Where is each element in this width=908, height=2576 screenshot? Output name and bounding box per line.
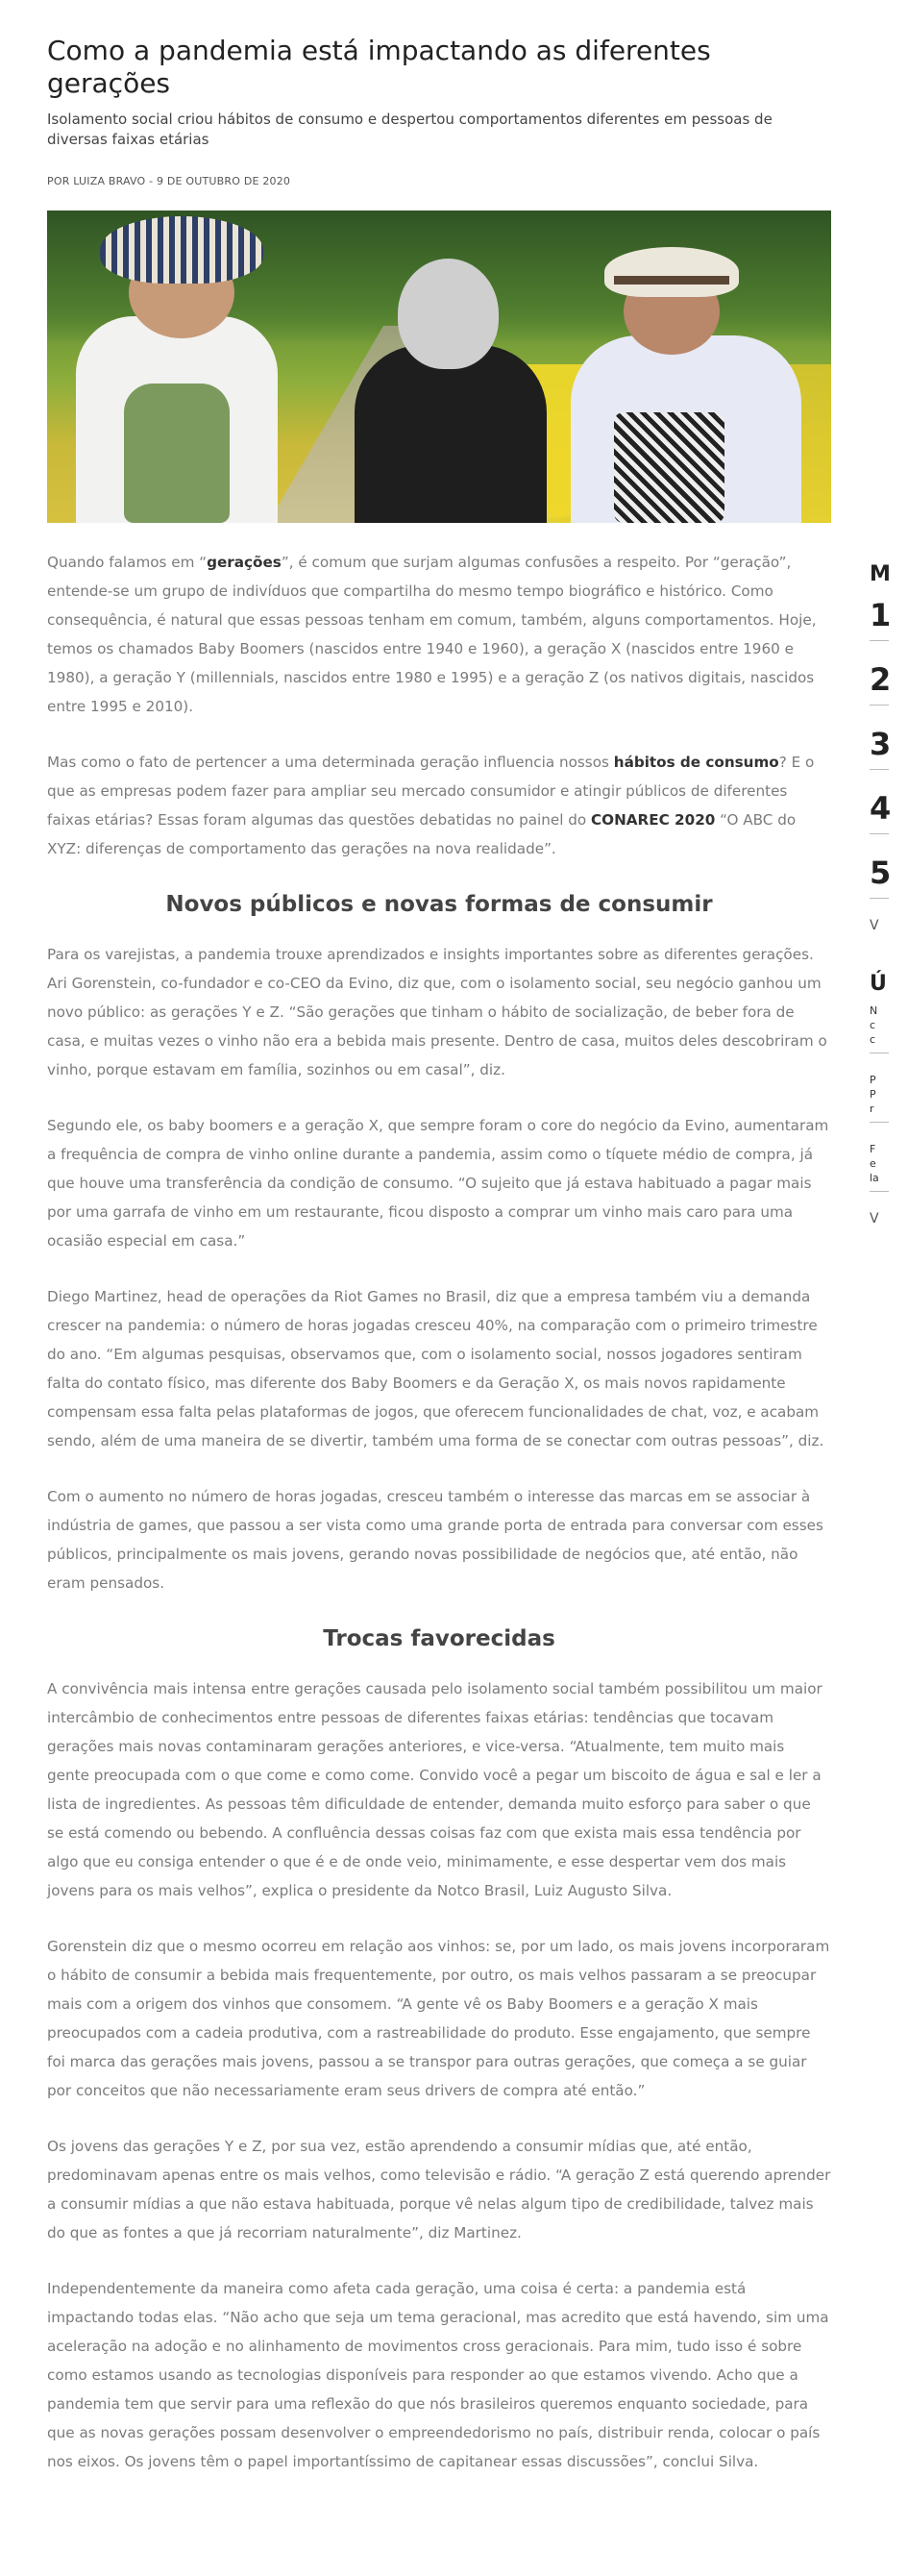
keyword-conarec: CONAREC 2020 [591,811,716,829]
sidebar-heading-latest: Ú [870,972,887,996]
article-title: Como a pandemia está impactando as diferentes gerações [47,35,711,99]
keyword-geracoes: gerações [207,554,282,571]
sidebar-rank[interactable]: 4 [870,790,892,827]
article-byline: POR LUIZA BRAVO - 9 DE OUTUBRO DE 2020 [47,175,291,187]
paragraph: Com o aumento no número de horas jogadas, cresceu também o interesse das marcas em se associar à indústria de games, que passou a ser vista como uma grande porta de entrada para conversar com esses públicos, principalmente os mais jovens, gerando novas possibilidade de negócios que, até então, não eram pensados. [47,1488,823,1592]
paragraph: Os jovens das gerações Y e Z, por sua vez, estão aprendendo a consumir mídias que, até então, predominavam apenas entre os mais velhos, como televisão e rádio. “A geração Z está querendo aprender a consumir mídias a que não estava habituada, porque vê nelas algum tipo de credibilidade, talvez mais do que as fontes a que já recorriam naturalmente”, diz Martinez. [47,2138,831,2242]
sidebar-rank[interactable]: 2 [870,661,892,698]
sidebar-rank[interactable]: 3 [870,726,892,762]
paragraph-question: Mas como o fato de pertencer a uma determinada geração influencia nossos hábitos de consumo? E o que as empresas podem fazer para ampliar seu mercado consumidor e atingir públicos de diferentes faixas etárias? Essas foram algumas das questões debatidas no painel do CONAREC 2020 “O ABC do XYZ: diferenças de comportamento das gerações na nova realidade”. [47,754,815,857]
paragraph: Para os varejistas, a pandemia trouxe aprendizados e insights importantes sobre as diferentes gerações. Ari Gorenstein, co-fundador e co-CEO da Evino, diz que, com o isolamento social, seu negócio ganhou um novo público: as gerações Y e Z. “São gerações que tinham o hábito de socialização, de beber fora de casa, e muitas vezes o vinho não era a bebida mais presente. Dentro de casa, muitos deles descobriram o vinho, porque estavam em família, sozinhos ou em casal”, diz. [47,946,827,1078]
sidebar-latest-item[interactable]: P P r [870,1074,876,1115]
paragraph: Segundo ele, os baby boomers e a geração X, que sempre foram o core do negócio da Evino, aumentaram a frequência de compra de vinho online durante a pandemia, assim como o tíquete médio de compra, já que houve uma transferência da condição de consumo. “O sujeito que já estava habituado a pagar mais por uma garrafa de vinho em um restaurante, ficou disposto a comprar um vinho mais caro para uma ocasião especial em casa.” [47,1117,829,1250]
sidebar-partial [870,562,908,1226]
sidebar-more-link[interactable]: V [870,1211,879,1226]
paragraph-intro: Quando falamos em “gerações”, é comum que surjam algumas confusões a respeito. Por “geração”, entende-se um grupo de indivíduos que compartilha do mesmo tempo biográfico e histórico. Como consequência, é natural que essas pessoas tenham em comum, também, alguns comportamentos. Hoje, temos os chamados Baby Boomers (nascidos entre 1940 e 1960), a geração X (nascidos entre 1960 e 1980), a geração Y (millennials, nascidos entre 1980 e 1995) e a geração Z (os nativos digitais, nascidos entre 1995 e 2010). [47,554,817,715]
sidebar-rank[interactable]: 1 [870,597,892,633]
article-subtitle: Isolamento social criou hábitos de consumo e despertou comportamentos diferentes em pessoas de diversas faixas etárias [47,111,773,148]
sidebar-heading-most-read: M [870,562,891,586]
paragraph: Gorenstein diz que o mesmo ocorreu em relação aos vinhos: se, por um lado, os mais jovens incorporaram o hábito de consumir a bebida mais frequentemente, por outro, os mais velhos passaram a se preocupar mais com a origem dos vinhos que consomem. “A gente vê os Baby Boomers e a geração X mais preocupados com a cadeia produtiva, com a rastreabilidade do produto. Esse engajamento, que sempre foi marca das gerações mais jovens, passou a se transpor para outras gerações, que começa a se guiar por conceitos que não necessariamente eram seus drivers de compra até então.” [47,1938,830,2099]
sidebar-latest-item[interactable]: N c c [870,1004,878,1046]
hero-image [47,211,831,523]
section-heading-trocas: Trocas favorecidas [323,1626,555,1651]
sidebar-latest-item[interactable]: F e la [870,1143,879,1184]
keyword-habitos: hábitos de consumo [613,754,779,771]
paragraph: A convivência mais intensa entre gerações causada pelo isolamento social também possibilitou um maior intercâmbio de conhecimentos entre pessoas de diferentes faixas etárias: tendências que tocavam gerações mais novas contaminaram gerações anteriores, e vice-versa. “Atualmente, tem muito mais gente preocupada com o que come e como come. Convido você a pegar um biscoito de água e sal e ler a lista de ingredientes. As pessoas têm dificuldade de entender, demanda muito esforço para saber o que se está comendo ou bebendo. A confluência dessas coisas faz com que exista mais essa tendência por algo que eu consiga entender o que é e de onde veio, minimamente, e esse despertar vem dos mais jovens para os mais velhos”, explica o presidente da Notco Brasil, Luiz Augusto Silva. [47,1680,822,1899]
article-body [47,548,831,2476]
section-heading-novos-publicos: Novos públicos e novas formas de consumir [165,892,713,917]
paragraph: Independentemente da maneira como afeta cada geração, uma coisa é certa: a pandemia está impactando todas elas. “Não acho que seja um tema geracional, mas acredito que está havendo, sim uma aceleração na adoção e no alinhamento de movimentos cross geracionais. Para mim, tudo isso é sobre como estamos usando as tecnologias disponíveis para responder ao que estamos vivendo. Acho que a pandemia tem que servir para uma reflexão do que nós brasileiros queremos enquanto sociedade, para que as novas gerações possam desenvolver o empreendedorismo no país, distribuir renda, colocar o país nos eixos. Os jovens têm o papel importantíssimo de capitanear essas discussões”, conclui Silva. [47,2280,829,2470]
sidebar-more-link[interactable]: V [870,918,879,933]
paragraph: Diego Martinez, head de operações da Riot Games no Brasil, diz que a empresa também viu a demanda crescer na pandemia: o número de horas jogadas cresceu 40%, na comparação com o primeiro trimestre do ano. “Em algumas pesquisas, observamos que, com o isolamento social, nossos jogadores sentiram falta do contato físico, mas diferente dos Baby Boomers e da Geração X, os mais novos rapidamente compensam essa falta pelas plataformas de jogos, que oferecem funcionalidades de chat, voz, e acabam sendo, além de uma maneira de se divertir, também uma forma de se conectar com outras pessoas”, diz. [47,1288,824,1449]
article [47,0,831,2503]
sidebar-rank[interactable]: 5 [870,855,892,891]
